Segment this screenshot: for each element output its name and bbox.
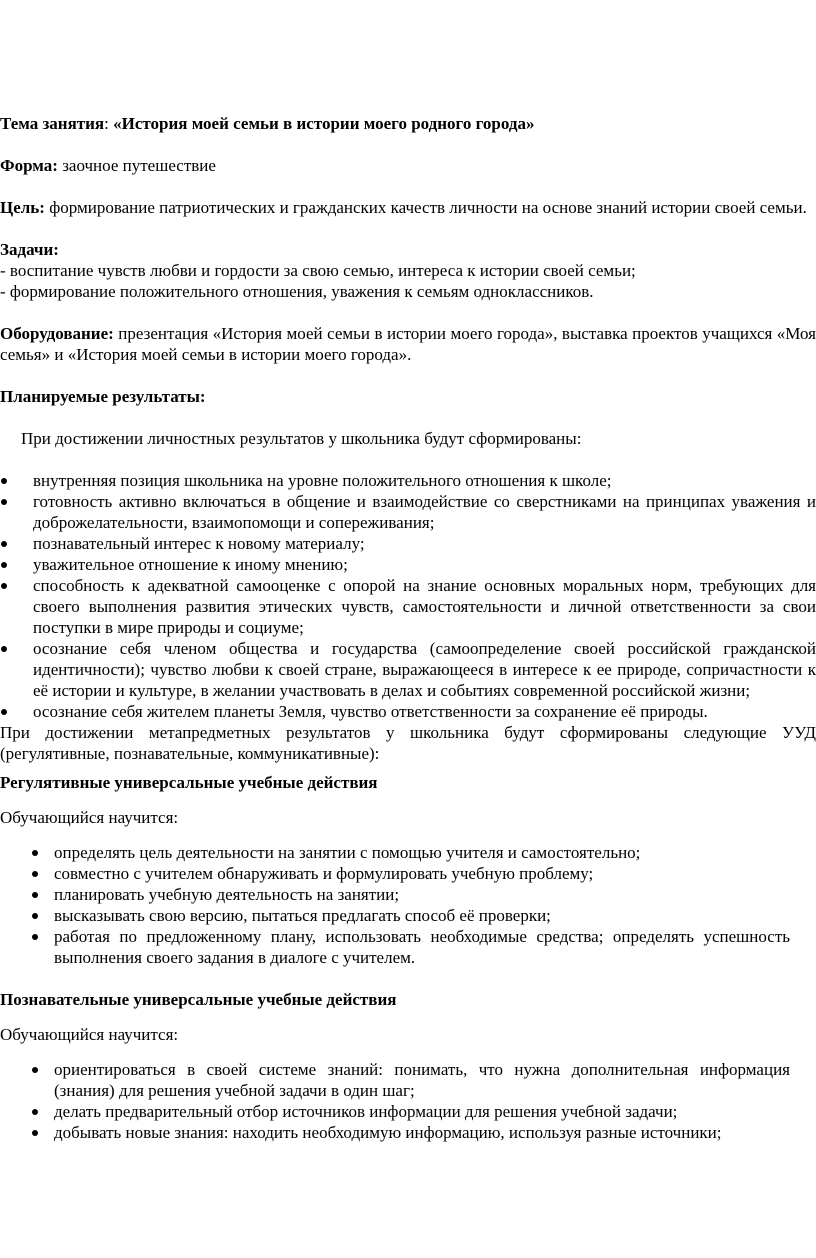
list-item: [0, 533, 816, 554]
topic-value: «История моей семьи в истории моего родного города»: [113, 114, 535, 133]
bullet-icon: [1, 709, 7, 715]
bullet-icon: [32, 871, 38, 877]
list-item-text: готовность активно включаться в общение и взаимодействие со сверстниками на принципах уважения и доброжелательности, взаимопомощи и сопереживания;: [33, 492, 816, 532]
goal-label: Цель:: [0, 198, 45, 217]
cognitive-heading: Познавательные универсальные учебные действия: [0, 990, 397, 1009]
list-item: [0, 470, 816, 491]
list-item-text: ориентироваться в своей системе знаний: понимать, что нужна дополнительная информация (знания) для решения учебной задачи в один шаг;: [54, 1060, 790, 1100]
list-item: [0, 842, 816, 863]
list-item-text: планировать учебную деятельность на занятии;: [54, 885, 400, 904]
results-heading: Планируемые результаты:: [0, 387, 206, 406]
goal-line: [0, 197, 816, 218]
cognitive-list: [0, 1059, 816, 1143]
equipment-line: [0, 323, 816, 365]
list-item-text: уважительное отношение к иному мнению;: [33, 555, 348, 574]
equipment-value: презентация «История моей семьи в истории моего города», выставка проектов учащихся «Моя семья» и «История моей семьи в истории моего города».: [0, 324, 816, 364]
bullet-icon: [32, 850, 38, 856]
bullet-icon: [1, 562, 7, 568]
bullet-icon: [32, 1109, 38, 1115]
task-item: - воспитание чувств любви и гордости за свою семью, интереса к истории своей семьи;: [0, 261, 636, 280]
bullet-icon: [1, 499, 7, 505]
list-item-text: высказывать свою версию, пытаться предлагать способ её проверки;: [54, 906, 551, 925]
bullet-icon: [1, 646, 7, 652]
meta-results-intro: При достижении метапредметных результатов у школьника будут сформированы следующие УУД (регулятивные, познавательные, коммуникативные):: [0, 723, 816, 763]
cognitive-learner: Обучающийся научится:: [0, 1025, 179, 1044]
list-item-text: работая по предложенному плану, использовать необходимые средства; определять успешность выполнения своего задания в диалоге с учителем.: [54, 927, 790, 967]
list-item: [0, 638, 816, 701]
equipment-label: Оборудование:: [0, 324, 114, 343]
form-value: заочное путешествие: [57, 156, 216, 175]
bullet-icon: [32, 913, 38, 919]
list-item: [0, 884, 816, 905]
list-item: [0, 1101, 816, 1122]
personal-results-intro: При достижении личностных результатов у школьника будут сформированы:: [21, 429, 582, 448]
topic-separator: :: [104, 114, 114, 133]
list-item: [0, 575, 816, 638]
bullet-icon: [1, 541, 7, 547]
list-item-text: осознание себя жителем планеты Земля, чувство ответственности за сохранение её природы.: [33, 702, 708, 721]
regulative-heading: Регулятивные универсальные учебные действия: [0, 773, 378, 792]
list-item: [0, 863, 816, 884]
list-item-text: осознание себя членом общества и государства (самоопределение своей российской гражданской идентичности); чувство любви к своей стране, выражающееся в интересе к ее природе, сопричастности к её истории и культуре, в желании участвовать в делах и событиях современной российской жизни;: [33, 639, 816, 700]
list-item-text: добывать новые знания: находить необходимую информацию, используя разные источники;: [54, 1123, 722, 1142]
task-item: - формирование положительного отношения, уважения к семьям одноклассников.: [0, 282, 594, 301]
regulative-learner: Обучающийся научится:: [0, 808, 179, 827]
goal-value: формирование патриотических и гражданских качеств личности на основе знаний истории своей семьи.: [44, 198, 807, 217]
bullet-icon: [1, 478, 7, 484]
personal-results-list: [0, 470, 816, 722]
list-item: [0, 554, 816, 575]
list-item-text: определять цель деятельности на занятии с помощью учителя и самостоятельно;: [54, 843, 641, 862]
form-line: [0, 155, 816, 176]
list-item-text: совместно с учителем обнаруживать и формулировать учебную проблему;: [54, 864, 594, 883]
list-item-text: познавательный интерес к новому материалу;: [33, 534, 365, 553]
list-item-text: внутренняя позиция школьника на уровне положительного отношения к школе;: [33, 471, 612, 490]
list-item-text: способность к адекватной самооценке с опорой на знание основных моральных норм, требующих для своего выполнения развития этических чувств, самостоятельности и личной ответственности за свои поступки в мире природы и социуме;: [33, 576, 816, 637]
tasks-label: Задачи:: [0, 240, 59, 259]
bullet-icon: [32, 1130, 38, 1136]
document-page: [0, 113, 816, 1143]
bullet-icon: [32, 934, 38, 940]
list-item: [0, 926, 816, 968]
bullet-icon: [32, 892, 38, 898]
list-item-text: делать предварительный отбор источников информации для решения учебной задачи;: [54, 1102, 678, 1121]
list-item: [0, 1059, 816, 1101]
regulative-list: [0, 842, 816, 968]
topic-line: [0, 113, 816, 134]
list-item: [0, 491, 816, 533]
form-label: Форма:: [0, 156, 58, 175]
bullet-icon: [32, 1067, 38, 1073]
list-item: [0, 1122, 816, 1143]
topic-label: Тема занятия: [0, 114, 105, 133]
list-item: [0, 701, 816, 722]
bullet-icon: [1, 583, 7, 589]
list-item: [0, 905, 816, 926]
